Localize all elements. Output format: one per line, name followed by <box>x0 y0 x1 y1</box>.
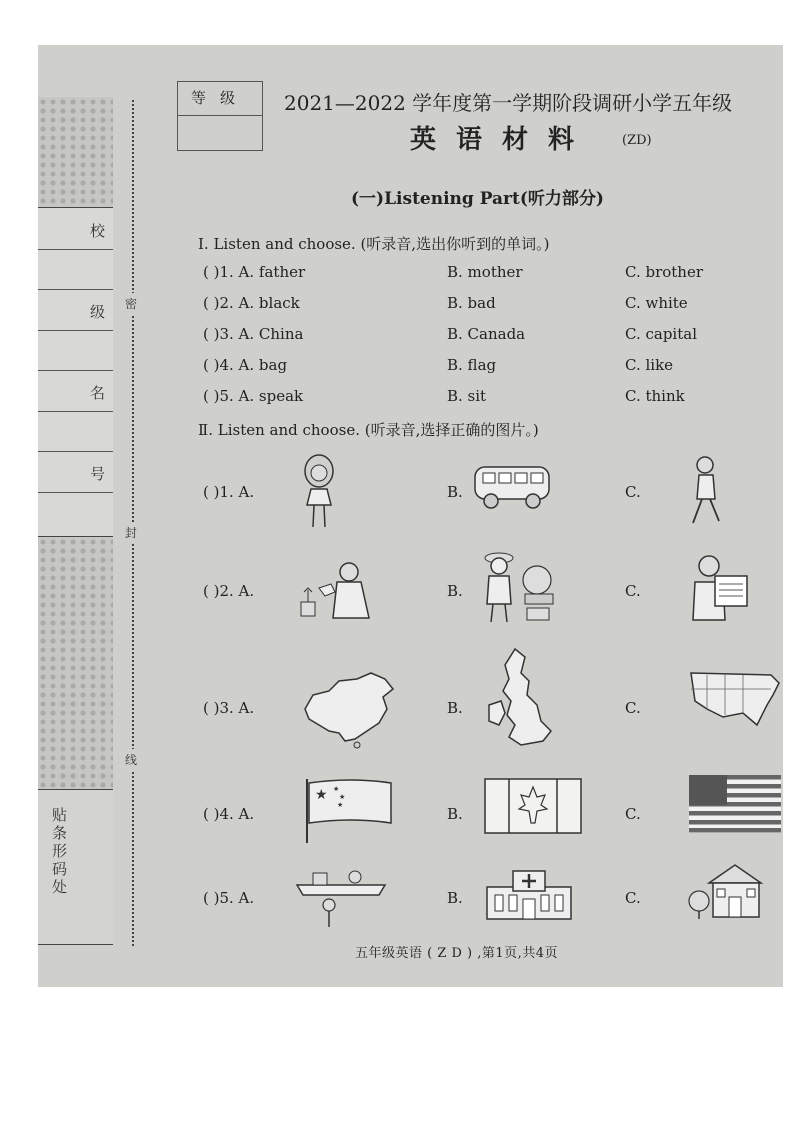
exam-sheet <box>38 45 783 987</box>
picture-option-c: C. <box>625 582 641 600</box>
title-tag: (ZD) <box>622 133 652 148</box>
walking-man-icon <box>687 455 727 529</box>
girl-icon <box>299 453 339 533</box>
question-option-c: C. capital <box>625 325 697 343</box>
question-row <box>203 356 783 378</box>
watering-grandma-icon <box>297 558 375 622</box>
question-option-c: C. white <box>625 294 688 312</box>
seal-mark-feng: 封 <box>125 522 137 543</box>
field-class-label: 级 <box>89 303 105 321</box>
question-option-b: B. bad <box>447 294 496 312</box>
grade-box <box>177 81 263 151</box>
question-row <box>203 294 783 316</box>
question-row <box>203 325 783 347</box>
question-option-a: ( )4. A. bag <box>203 356 288 374</box>
seal-mark-xian: 线 <box>125 749 137 770</box>
hex-pattern-middle <box>38 537 113 789</box>
exam-header: 2021—2022 学年度第一学期阶段调研小学五年级 <box>284 91 733 115</box>
gardener-icon <box>475 548 559 626</box>
picture-option-a: ( )5. A. <box>203 889 255 907</box>
canada-flag-icon <box>483 777 583 835</box>
info-row-number-blank <box>38 492 113 535</box>
picture-option-b: B. <box>447 889 463 907</box>
svg-text:★: ★ <box>339 793 346 801</box>
student-info-table <box>38 207 113 537</box>
info-row-school <box>38 208 113 250</box>
section2-title: Ⅱ. Listen and choose. (听录音,选择正确的图片。) <box>198 421 539 439</box>
info-row-number <box>38 451 113 493</box>
question-option-c: C. think <box>625 387 685 405</box>
picture-option-a: ( )3. A. <box>203 699 255 717</box>
info-row-name <box>38 370 113 412</box>
reading-man-icon <box>689 552 753 622</box>
question-option-b: B. flag <box>447 356 497 374</box>
page-footer: 五年级英语 ( Z D ) ,第1页,共4页 <box>355 946 559 961</box>
picture-option-c: C. <box>625 805 641 823</box>
picture-option-c: C. <box>625 889 641 907</box>
part-title: (一)Listening Part(听力部分) <box>351 189 604 209</box>
uk-map-icon <box>485 645 559 751</box>
grade-label: 等级 <box>178 82 262 116</box>
question-option-a: ( )1. A. father <box>203 263 306 281</box>
picture-option-b: B. <box>447 699 463 717</box>
field-school-label: 校 <box>89 222 105 240</box>
question-option-a: ( )2. A. black <box>203 294 300 312</box>
seal-mark-mi: 密 <box>125 293 137 314</box>
picture-option-a: ( )4. A. <box>203 805 255 823</box>
question-option-b: B. mother <box>447 263 523 281</box>
picture-option-b: B. <box>447 582 463 600</box>
svg-text:★: ★ <box>333 785 340 793</box>
field-name-label: 名 <box>89 384 105 402</box>
info-row-class <box>38 289 113 331</box>
barcode-area <box>38 789 113 945</box>
svg-text:★: ★ <box>337 801 344 809</box>
info-row-school-blank <box>38 249 113 290</box>
picture-option-a: ( )1. A. <box>203 483 255 501</box>
classroom-desk-icon <box>293 865 389 929</box>
info-row-class-blank <box>38 330 113 371</box>
question-row <box>203 387 783 409</box>
question-row <box>203 263 783 285</box>
field-number-label: 号 <box>89 465 105 483</box>
school-icon <box>687 861 771 921</box>
bus-icon <box>471 457 555 513</box>
usa-flag-icon <box>687 773 783 835</box>
question-option-a: ( )3. A. China <box>203 325 304 343</box>
question-option-c: C. brother <box>625 263 704 281</box>
china-flag-icon <box>303 777 395 845</box>
svg-text:★: ★ <box>315 787 328 803</box>
page-title: 英语材料 <box>410 125 595 155</box>
china-map-icon <box>299 669 399 749</box>
usa-map-icon <box>687 665 783 729</box>
question-option-c: C. like <box>625 356 674 374</box>
question-option-b: B. Canada <box>447 325 526 343</box>
hex-pattern-top <box>38 97 113 207</box>
picture-option-a: ( )2. A. <box>203 582 255 600</box>
picture-option-c: C. <box>625 483 641 501</box>
picture-option-b: B. <box>447 483 463 501</box>
info-row-name-blank <box>38 411 113 452</box>
hospital-icon <box>483 867 575 921</box>
binding-margin <box>38 97 116 943</box>
picture-option-c: C. <box>625 699 641 717</box>
question-option-a: ( )5. A. speak <box>203 387 304 405</box>
picture-option-b: B. <box>447 805 463 823</box>
section1-title: Ⅰ. Listen and choose. (听录音,选出你听到的单词。) <box>198 235 550 253</box>
barcode-label: 贴条形码处 <box>52 806 68 896</box>
question-option-b: B. sit <box>447 387 487 405</box>
